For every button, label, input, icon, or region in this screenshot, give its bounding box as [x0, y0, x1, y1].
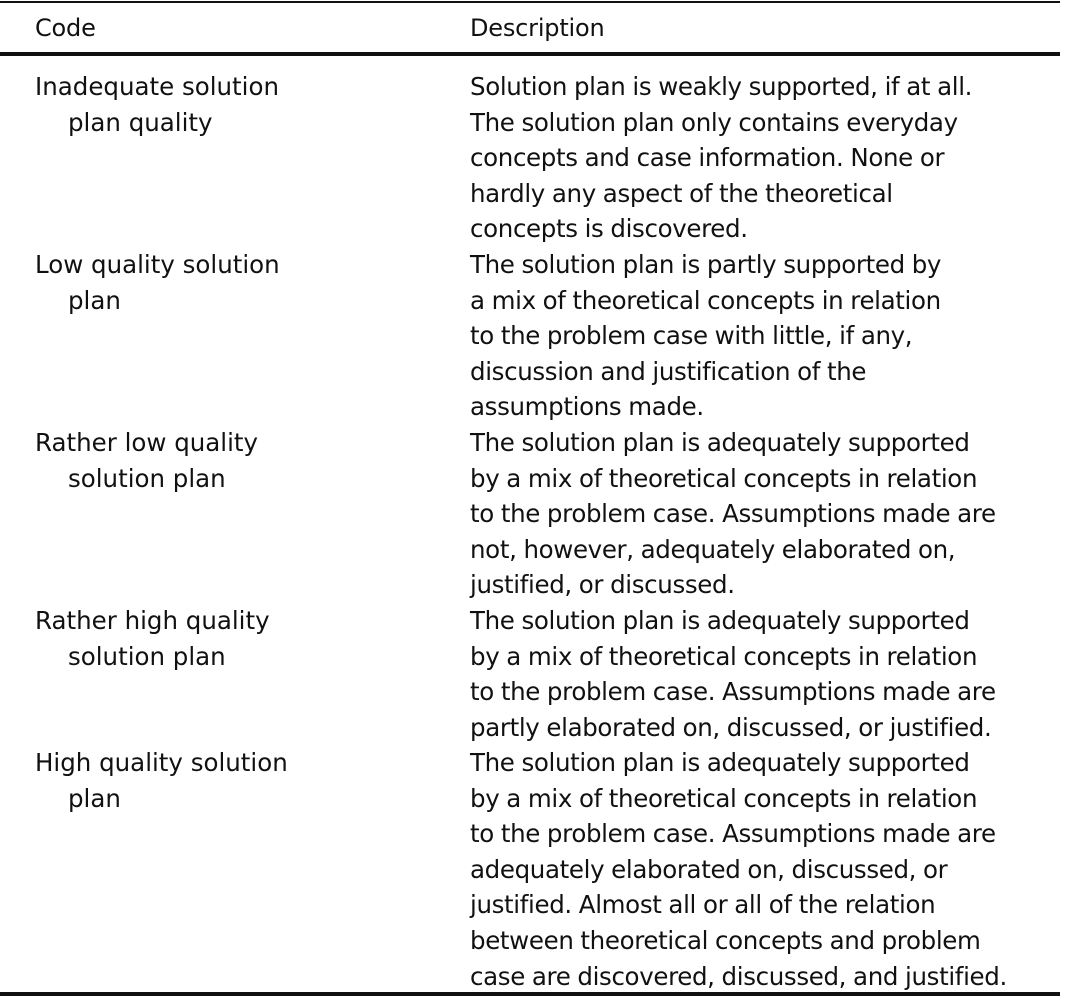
- code-cell: [35, 603, 435, 674]
- description-line: concepts and case information. None or: [470, 143, 945, 173]
- table-header-row: [0, 8, 1067, 48]
- description-cell: [470, 425, 1065, 603]
- description-line: to the problem case. Assumptions made are: [470, 677, 996, 707]
- description-line: assumptions made.: [470, 392, 704, 422]
- table-header-rule: [0, 52, 1060, 56]
- description-line: a mix of theoretical concepts in relation: [470, 285, 941, 315]
- code-line: Inadequate solution: [35, 72, 279, 101]
- code-line: plan: [68, 285, 121, 315]
- description-line: between theoretical concepts and problem: [470, 925, 981, 955]
- code-cell: [35, 745, 435, 816]
- description-line: to the problem case with little, if any,: [470, 321, 913, 351]
- description-line: adequately elaborated on, discussed, or: [470, 854, 948, 884]
- description-cell: [470, 603, 1065, 745]
- description-line: by a mix of theoretical concepts in relation: [470, 641, 978, 671]
- description-cell: [470, 247, 1065, 425]
- description-line: The solution plan is adequately supported: [470, 428, 970, 457]
- description-line: to the problem case. Assumptions made are: [470, 499, 996, 529]
- description-line: hardly any aspect of the theoretical: [470, 178, 893, 208]
- description-line: The solution plan is partly supported by: [470, 250, 942, 279]
- code-line: Rather low quality: [35, 428, 259, 457]
- code-cell: [35, 247, 435, 318]
- code-cell: [35, 69, 435, 140]
- description-line: justified, or discussed.: [470, 570, 735, 600]
- description-line: concepts is discovered.: [470, 214, 748, 244]
- description-line: to the problem case. Assumptions made are: [470, 819, 996, 849]
- table-top-rule: [0, 1, 1060, 3]
- description-line: The solution plan only contains everyday: [470, 107, 958, 137]
- table-bottom-rule: [0, 992, 1060, 996]
- code-line: High quality solution: [35, 748, 288, 777]
- description-line: The solution plan is adequately supported: [470, 748, 970, 777]
- code-line: Rather high quality: [35, 606, 270, 635]
- description-cell: [470, 69, 1065, 247]
- description-line: not, however, adequately elaborated on,: [470, 534, 956, 564]
- description-line: justified. Almost all or all of the relation: [470, 890, 936, 920]
- description-line: case are discovered, discussed, and justified.: [470, 961, 1007, 991]
- code-line: solution plan: [68, 641, 226, 671]
- description-line: partly elaborated on, discussed, or justified.: [470, 712, 992, 742]
- description-line: by a mix of theoretical concepts in relation: [470, 463, 978, 493]
- code-line: plan: [68, 783, 121, 813]
- code-line: Low quality solution: [35, 250, 280, 279]
- description-cell: [470, 745, 1065, 994]
- header-code: Code: [35, 14, 96, 42]
- description-line: Solution plan is weakly supported, if at all.: [470, 72, 973, 101]
- code-cell: [35, 425, 435, 496]
- description-line: discussion and justification of the: [470, 356, 867, 386]
- description-line: The solution plan is adequately supported: [470, 606, 970, 635]
- code-line: plan quality: [68, 107, 213, 137]
- description-line: by a mix of theoretical concepts in relation: [470, 783, 978, 813]
- code-line: solution plan: [68, 463, 226, 493]
- header-description: Description: [470, 14, 605, 42]
